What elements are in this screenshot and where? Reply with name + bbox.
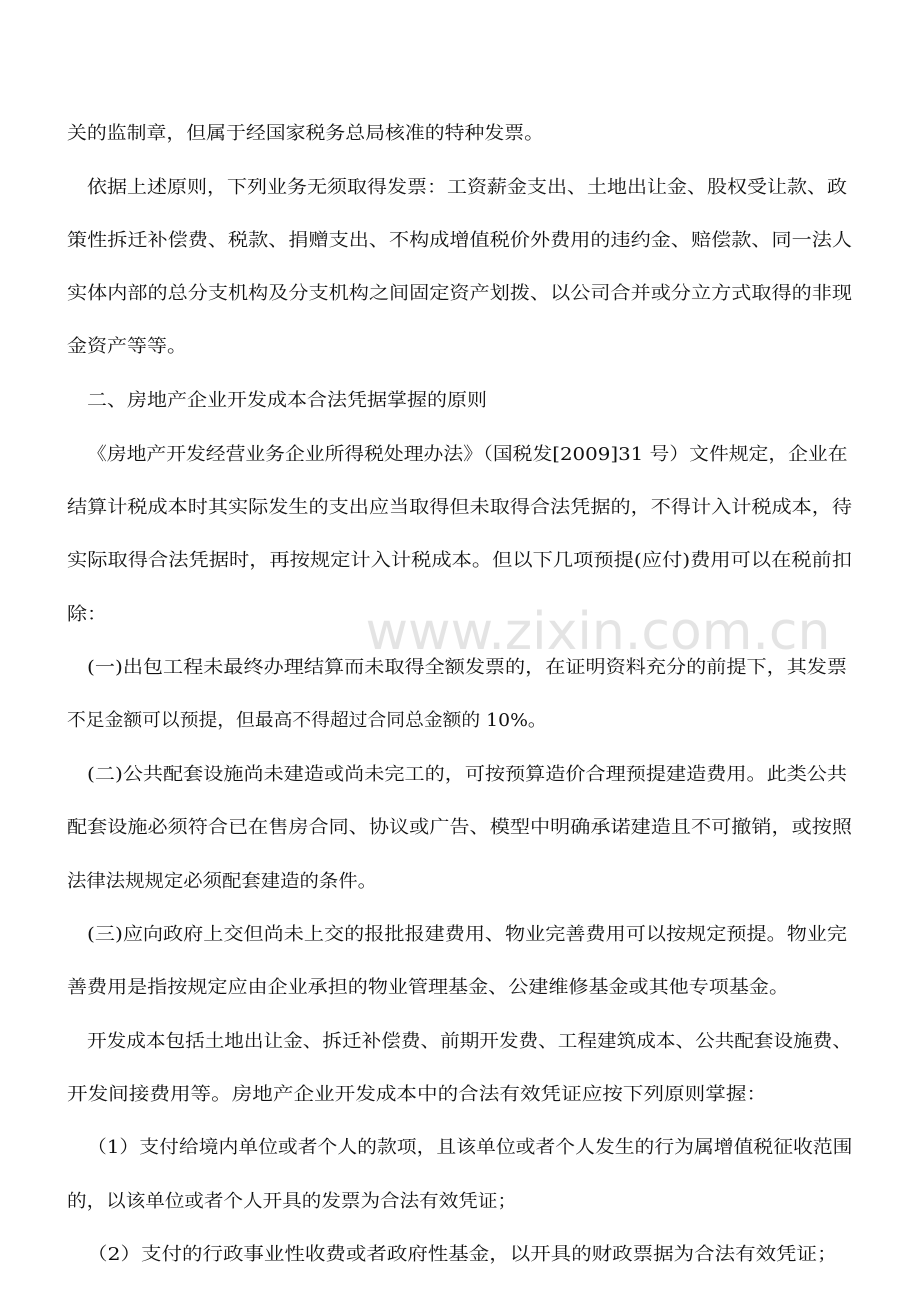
line-3: 策性拆迁补偿费、税款、捐赠支出、不构成增值税价外费用的违约金、赔偿款、同一法人: [67, 230, 852, 251]
line-15: 法律法规规定必须配套建造的条件。: [67, 871, 377, 892]
line-22: （2）支付的行政事业性收费或者政府性基金，以开具的财政票据为合法有效凭证；: [87, 1244, 838, 1265]
line-14: 配套设施必须符合已在售房合同、协议或广告、模型中明确承诺建造且不可撤销，或按照: [67, 817, 852, 838]
line-5: 金资产等等。: [67, 336, 187, 357]
section-heading: 二、房地产企业开发成本合法凭据掌握的原则: [87, 390, 488, 411]
line-7: 《房地产开发经营业务企业所得税处理办法》（国税发[2009]31 号）文件规定，企业在: [87, 444, 848, 465]
line-17: 善费用是指按规定应由企业承担的物业管理基金、公建维修基金或其他专项基金。: [67, 977, 789, 998]
line-8: 结算计税成本时其实际发生的支出应当取得但未取得合法凭据的，不得计入计税成本，待: [67, 497, 852, 518]
line-1: 关的监制章，但属于经国家税务总局核准的特种发票。: [67, 123, 544, 144]
watermark: www.zixin.com.cn: [365, 602, 831, 662]
line-13: (二)公共配套设施尚未建造或尚未完工的，可按预算造价合理预提建造费用。此类公共: [87, 764, 848, 785]
line-16: (三)应向政府上交但尚未上交的报批报建费用、物业完善费用可以按规定预提。物业完: [87, 924, 848, 945]
line-18: 开发成本包括土地出让金、拆迁补偿费、前期开发费、工程建筑成本、公共配套设施费、: [87, 1031, 852, 1052]
line-20: （1）支付给境内单位或者个人的款项，且该单位或者个人发生的行为属增值税征收范围: [87, 1137, 853, 1158]
line-11: (一)出包工程未最终办理结算而未取得全额发票的，在证明资料充分的前提下，其发票: [87, 657, 848, 678]
line-10: 除：: [67, 604, 107, 625]
line-4: 实体内部的总分支机构及分支机构之间固定资产划拨、以公司合并或分立方式取得的非现: [67, 283, 852, 304]
line-21: 的，以该单位或者个人开具的发票为合法有效凭证；: [67, 1191, 517, 1212]
line-12: 不足金额可以预提，但最高不得超过合同总金额的 10%。: [67, 710, 547, 731]
line-19: 开发间接费用等。房地产企业开发成本中的合法有效凭证应按下列原则掌握：: [67, 1084, 767, 1105]
line-9: 实际取得合法凭据时，再按规定计入计税成本。但以下几项预提(应付)费用可以在税前扣: [67, 550, 853, 571]
line-2: 依据上述原则，下列业务无须取得发票：工资薪金支出、土地出让金、股权受让款、政: [87, 177, 848, 198]
